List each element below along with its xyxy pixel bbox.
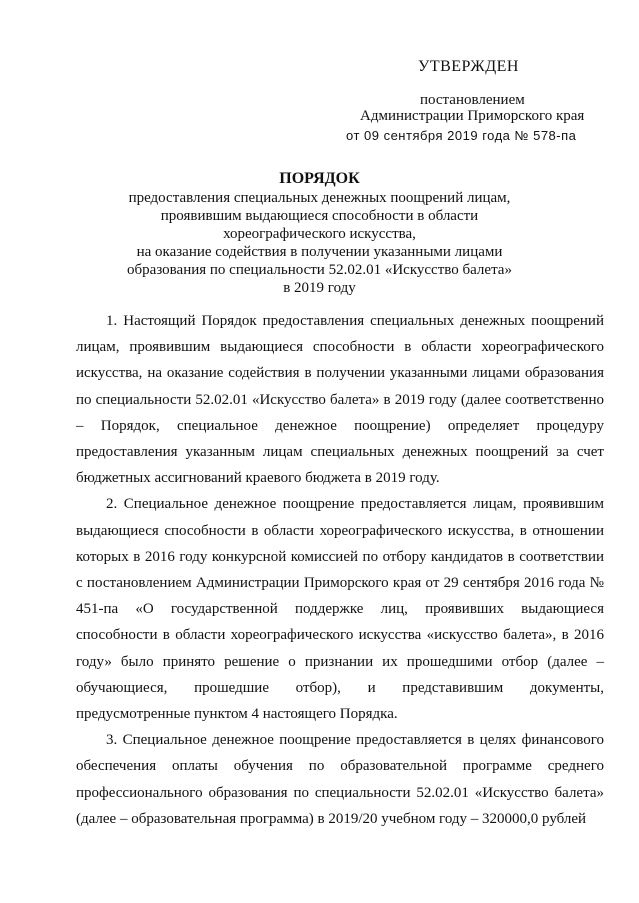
document-body	[76, 308, 604, 832]
approval-line-2: Администрации Приморского края	[360, 108, 585, 124]
document-subtitle	[0, 189, 639, 297]
approval-title: УТВЕРЖДЕН	[418, 58, 519, 75]
subtitle-line: на оказание содействия в получении указанными лицами	[136, 244, 503, 260]
subtitle-line: в 2019 году	[283, 280, 356, 296]
paragraph-3: 3. Специальное денежное поощрение предоставляется в целях финансового обеспечения оплаты обучения по образовательной программе среднего профессионального образования по специальности 52.02.01 «Искусство балета» (далее – образовательная программа) в 2019/20 учебном году – 320000,0 рублей	[76, 732, 604, 827]
paragraph-2: 2. Специальное денежное поощрение предоставляется лицам, проявившим выдающиеся способности в области хореографического искусства, в отношении которых в 2016 году конкурсной комиссией по отбору кандидатов в соответствии с постановлением Администрации Приморского края от 29 сентября 2016 года № 451-па «О государственной поддержке лиц, проявивших выдающиеся способности в области хореографического искусства «искусство балета», в 2016 году» было принято решение о признании их прошедшими отбор (далее – обучающиеся, прошедшие отбор), и представившим документы, предусмотренные пунктом 4 настоящего Порядка.	[76, 496, 604, 723]
paragraph-1: 1. Настоящий Порядок предоставления специальных денежных поощрений лицам, проявившим выдающиеся способности в области хореографического искусства, на оказание содействия в получении указанными лицами образования по специальности 52.02.01 «Искусство балета» в 2019 году (далее соответственно – Порядок, специальное денежное поощрение) определяет процедуру предоставления указанным лицам специальных денежных поощрений за счет бюджетных ассигнований краевого бюджета в 2019 году.	[76, 313, 604, 487]
document-title: ПОРЯДОК	[279, 170, 360, 187]
subtitle-line: образования по специальности 52.02.01 «Искусство балета»	[127, 262, 512, 278]
approval-date: от 09 сентября 2019 года № 578-па	[346, 128, 577, 143]
subtitle-line: проявившим выдающиеся способности в области	[160, 208, 479, 224]
subtitle-line: предоставления специальных денежных поощрений лицам,	[128, 190, 511, 206]
approval-line-1: постановлением	[420, 92, 525, 108]
subtitle-line: хореографического искусства,	[223, 226, 416, 242]
